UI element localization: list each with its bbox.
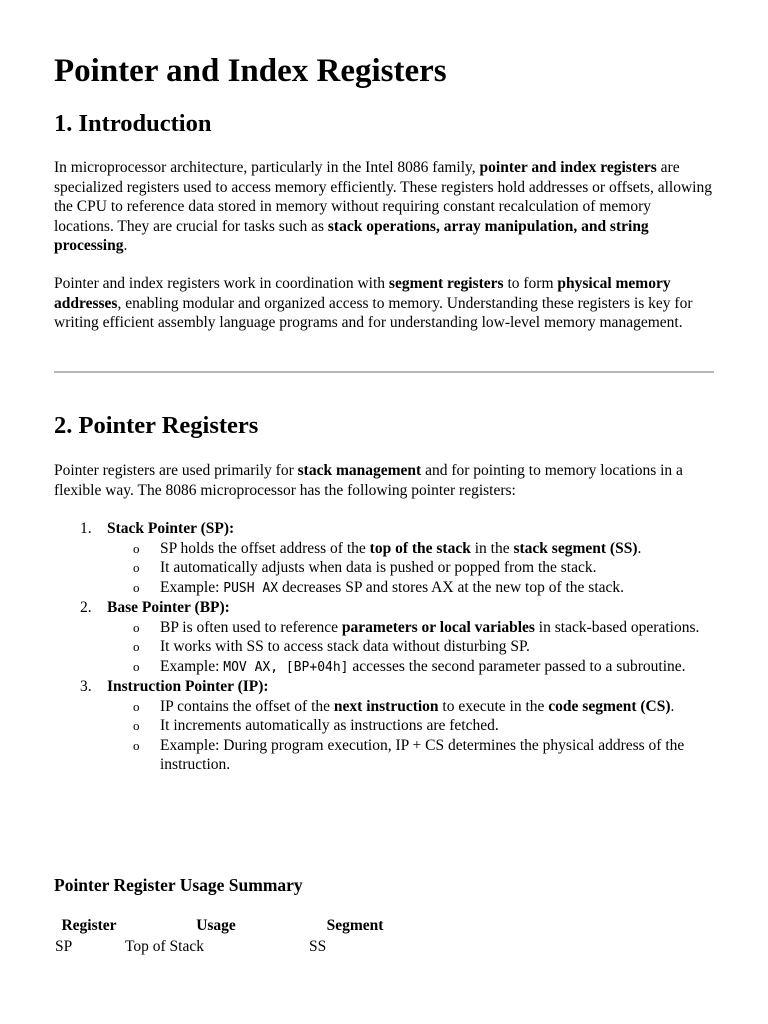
bold-term: stack operations, array manipulation, and string processing — [54, 217, 649, 254]
list-item-label: Instruction Pointer (IP): — [107, 678, 269, 695]
sub-bullet: o Example: MOV AX, [BP+04h] accesses the second parameter passed to a subroutine. — [133, 657, 686, 675]
bullet-icon: o — [133, 579, 140, 595]
sub-bullet: o Example: PUSH AX decreases SP and stores AX at the new top of the stack. — [133, 578, 625, 596]
table-row — [54, 936, 402, 957]
bold-term: segment registers — [388, 275, 504, 292]
bold-term: stack management — [297, 462, 422, 479]
list-item-label: Stack Pointer (SP): — [107, 520, 235, 537]
pointer-register-list — [54, 519, 714, 775]
table-cell: SS — [309, 938, 327, 955]
list-number: 3. — [80, 678, 92, 695]
sub-bullet-list — [107, 618, 714, 678]
column-header: Register — [61, 917, 117, 934]
summary-table — [54, 915, 402, 957]
sub-bullet: o SP holds the offset address of the top of the stack in the stack segment (SS). — [133, 539, 642, 557]
bullet-icon: o — [133, 737, 140, 753]
summary-heading: Pointer Register Usage Summary — [54, 875, 303, 895]
bold-term: pointer and index registers — [479, 159, 657, 176]
table-cell: Top of Stack — [125, 938, 204, 955]
bullet-icon: o — [133, 560, 140, 575]
sub-bullet: o Example: During program execution, IP + CS determines the physical address of the instruction. — [133, 736, 685, 773]
sub-bullet: o It increments automatically as instructions are fetched. — [133, 717, 499, 734]
table-cell: SP — [55, 938, 73, 955]
column-header: Segment — [326, 917, 384, 934]
sub-bullet-list — [107, 697, 714, 775]
list-item-label: Base Pointer (BP): — [107, 599, 230, 616]
column-header: Usage — [196, 917, 236, 934]
bullet-icon: o — [133, 639, 140, 654]
bullet-icon: o — [133, 619, 140, 635]
intro-paragraph-1: In microprocessor architecture, particularly in the Intel 8086 family, pointer and index registers are specialized registers used to access memory efficiently. These registers hold addresses or offsets, allowing the CPU to reference data stored in memory without requiring constant recalculation of memory locations. They are crucial for tasks such as stack operations, array manipulation, and string processing. — [54, 159, 712, 254]
list-item-sp — [54, 519, 714, 598]
list-item-ip — [54, 677, 714, 775]
list-number: 1. — [80, 520, 92, 537]
bullet-icon: o — [133, 540, 140, 556]
sub-bullet: o BP is often used to reference parameters or local variables in stack-based operations. — [133, 618, 700, 636]
sub-bullet: o IP contains the offset of the next instruction to execute in the code segment (CS). — [133, 697, 675, 715]
code-snippet: MOV AX, [BP+04h] — [223, 659, 349, 675]
pointer-paragraph: Pointer registers are used primarily for stack management and for pointing to memory locations in a flexible way. The 8086 microprocessor has the following pointer registers: — [54, 462, 683, 499]
section-divider — [54, 371, 714, 373]
sub-bullet: o It automatically adjusts when data is pushed or popped from the stack. — [133, 559, 597, 576]
bullet-icon: o — [133, 698, 140, 714]
intro-heading: 1. Introduction — [54, 110, 212, 137]
pointer-heading: 2. Pointer Registers — [54, 412, 259, 439]
bold-term: physical memory addresses — [54, 275, 671, 312]
bullet-icon: o — [133, 718, 140, 733]
page-title: Pointer and Index Registers — [54, 53, 447, 89]
bullet-icon: o — [133, 658, 140, 674]
sub-bullet: o It works with SS to access stack data without disturbing SP. — [133, 638, 530, 655]
list-number: 2. — [80, 599, 92, 616]
list-item-bp — [54, 598, 714, 677]
intro-paragraph-2: Pointer and index registers work in coordination with segment registers to form physical memory addresses, enabling modular and organized access to memory. Understanding these registers is key for writing efficient assembly language programs and for understanding low-level memory management. — [54, 275, 693, 331]
code-snippet: PUSH AX — [223, 580, 279, 596]
table-header-row — [54, 915, 402, 936]
sub-bullet-list — [107, 539, 714, 599]
